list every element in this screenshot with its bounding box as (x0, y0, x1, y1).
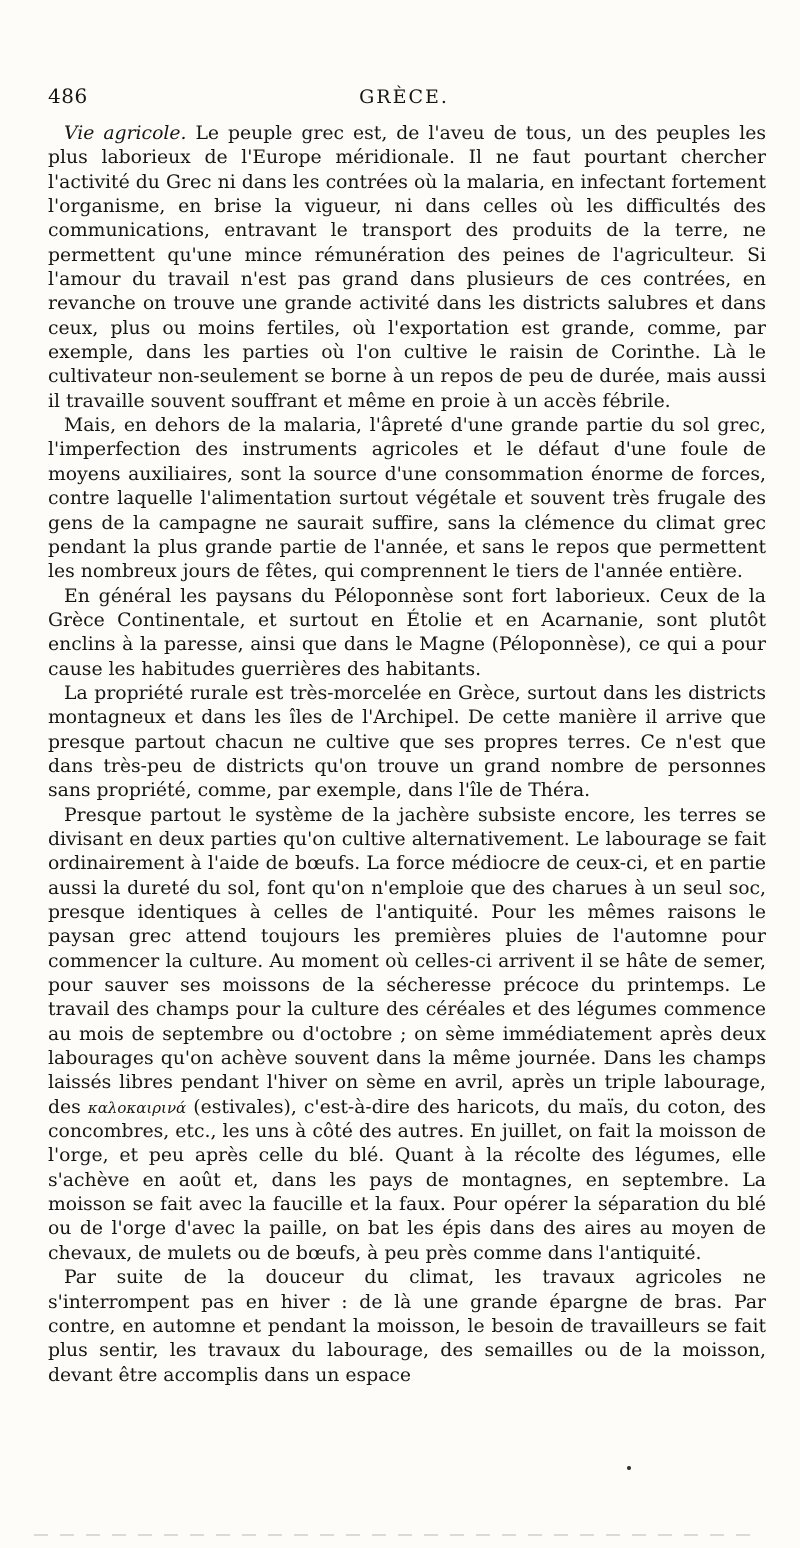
paragraph-text: La propriété rurale est très-morcelée en Grèce, surtout dans les districts montagneux et dans les îles de l'Archipel. De cette manière il arrive que presque partout chacun ne cultive que ses propres terres. Ce n'est que dans très-peu de districts qu'on trouve un grand nombre de personnes sans propriété, comme, par exemple, dans l'île de Théra. (48, 682, 766, 802)
page-number: 486 (48, 84, 88, 108)
paragraph-text: En général les paysans du Péloponnèse sont fort laborieux. Ceux de la Grèce Continentale, et surtout en Étolie et en Acarnanie, sont plutôt enclins à la paresse, ainsi que dans le Magne (Péloponnèse), ce qui a pour cause les habitudes guerrières des habitants. (48, 585, 766, 680)
paragraph-fallow-system (48, 804, 766, 1267)
paragraph-malaria (48, 414, 766, 584)
bleed-through-line (34, 1534, 754, 1536)
running-title: GRÈCE. (359, 86, 449, 108)
paragraph-text: Par suite de la douceur du climat, les travaux agricoles ne s'interrompent pas en hiver : de là une grande épargne de bras. Par contre, en automne et pendant la moisson, le besoin de travailleurs se fait plus sentir, les travaux du labourage, des semailles ou de la moisson, devant être accomplis dans un espace (48, 1267, 766, 1386)
paragraph-text: Presque partout le système de la jachère subsiste encore, les terres se divisant en deux parties qu'on cultive alternativement. Le labourage se fait ordinairement à l'aide de bœufs. La force médiocre de ceux-ci, et en partie aussi la dureté du sol, font qu'on n'emploie que des charues à un seul soc, presque identiques à celles de l'antiquité. Pour les mêmes raisons le paysan grec attend toujours les premières pluies de l'automne pour commencer la culture. Au moment où celles-ci arrivent il se hâte de semer, pour sauver ses moissons de la sécheresse précoce du printemps. Le travail des champs pour la culture des céréales et des légumes commence au mois de septembre ou d'octobre ; on sème immédiatement après deux labourages qu'on achève souvent dans la même journée. Dans les champs laissés libres pendant l'hiver on sème en avril, après un triple labourage, des (48, 804, 766, 1118)
paragraph-climate (48, 1266, 766, 1388)
section-lead: Vie agricole. (64, 123, 187, 144)
paragraph-peloponnese (48, 585, 766, 682)
body-text (48, 122, 766, 1388)
greek-term: καλοκαιρινά (87, 1098, 187, 1117)
paragraph-text: Le peuple grec est, de l'aveu de tous, un des peuples les plus laborieux de l'Europe méridionale. Il ne faut pourtant chercher l'activité du Grec ni dans les contrées où la malaria, en infectant fortement l'organisme, en brise la vigueur, ni dans celles où les difficultés des communications, entravant le transport des produits de la terre, ne permettent qu'une mince rémunération des peines de l'agriculteur. Si l'amour du travail n'est pas grand dans plusieurs de ces contrées, en revanche on trouve une grande activité dans les districts salubres et dans ceux, plus ou moins fertiles, où l'exportation est grande, comme, par exemple, dans les parties où l'on cultive le raisin de Corinthe. Là le cultivateur non-seulement se borne à un repos de peu de durée, mais aussi il travaille souvent souffrant et même en proie à un accès fébrile. (48, 123, 766, 412)
page-header (48, 84, 760, 114)
paragraph-rural-property (48, 682, 766, 804)
print-speck (627, 1466, 631, 1470)
paragraph-agricultural-life (48, 122, 766, 414)
paragraph-text: Mais, en dehors de la malaria, l'âpreté d'une grande partie du sol grec, l'imperfection des instruments agricoles et le défaut d'une foule de moyens auxiliaires, sont la source d'une consommation énorme de forces, contre laquelle l'alimentation surtout végétale et souvent très frugale des gens de la campagne ne saurait suffire, sans la clémence du climat grec pendant la plus grande partie de l'année, et sans le repos que permettent les nombreux jours de fêtes, qui comprennent le tiers de l'année entière. (48, 415, 766, 583)
paragraph-text-continued: (estivales), c'est-à-dire des haricots, du maïs, du coton, des concombres, etc., les uns à côté des autres. En juillet, on fait la moisson de l'orge, et peu après celle du blé. Quant à la récolte des légumes, elle s'achève en août et, dans les pays de montagnes, en septembre. La moisson se fait avec la faucille et la faux. Pour opérer la séparation du blé ou de l'orge d'avec la paille, on bat les épis dans des aires au moyen de chevaux, de mulets ou de bœufs, à peu près comme dans l'antiquité. (48, 1096, 767, 1264)
